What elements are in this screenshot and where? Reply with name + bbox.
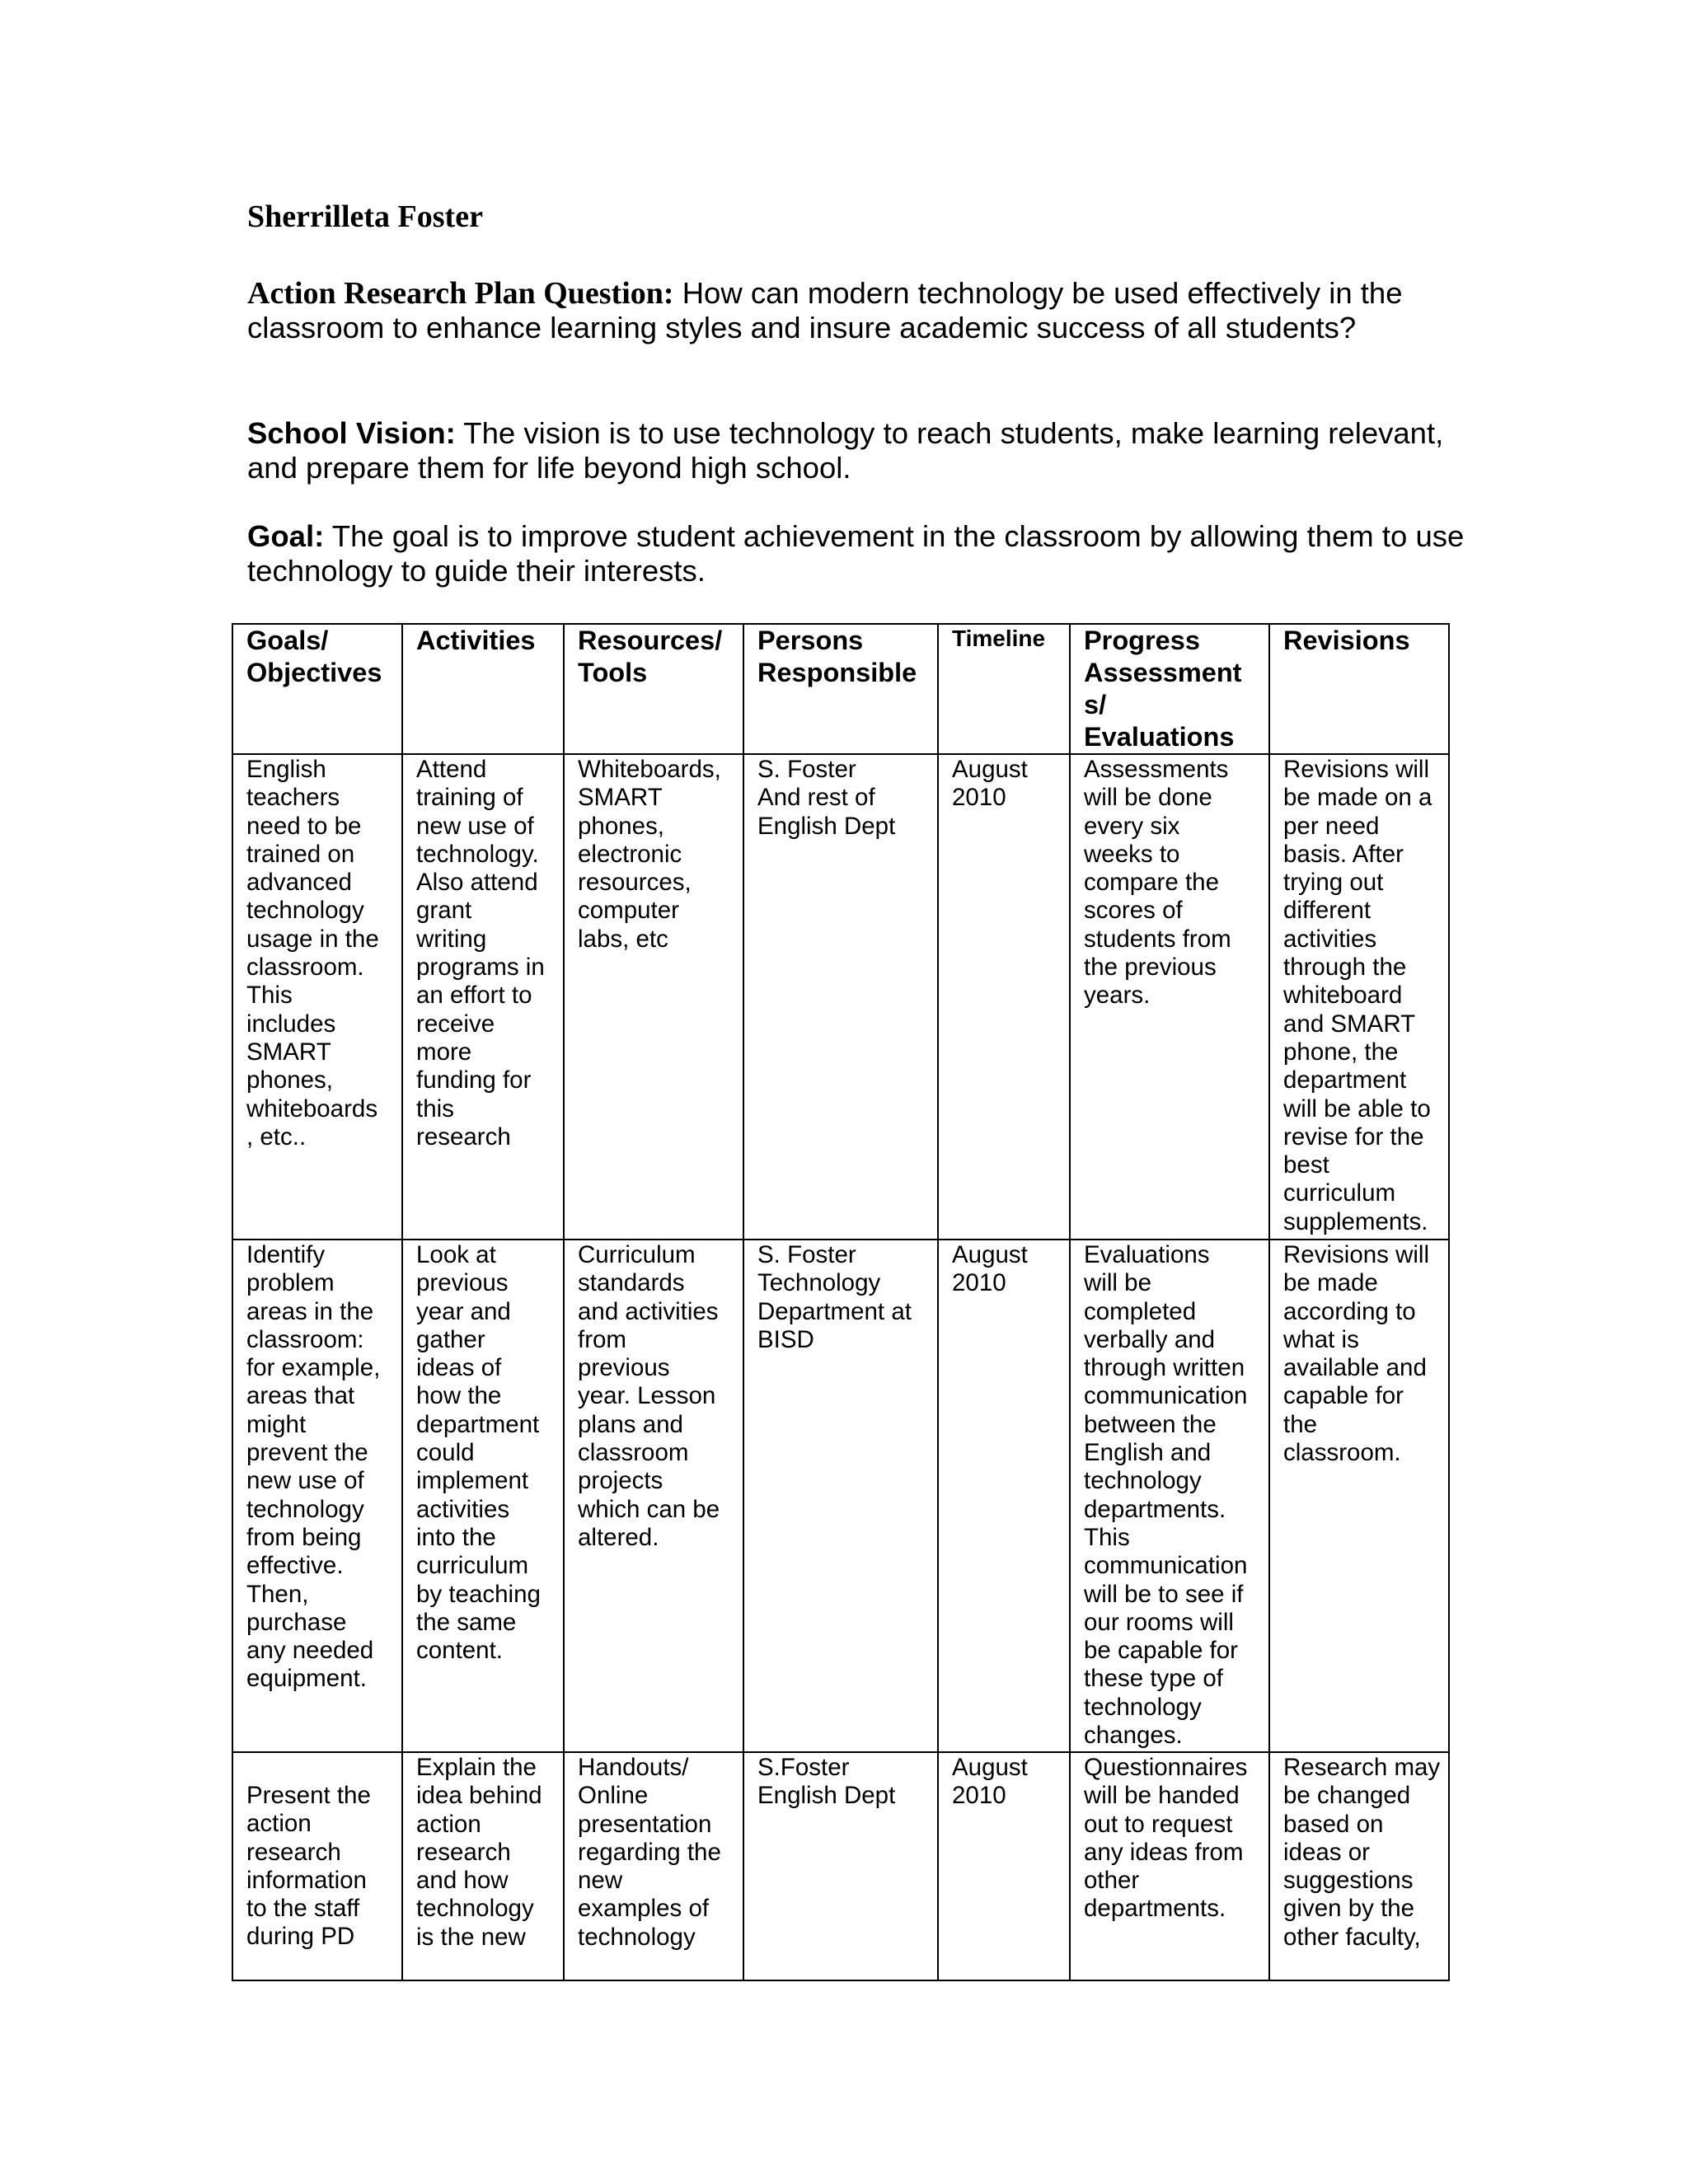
- header-activities: Activities: [402, 624, 564, 754]
- table-cell-goals: English teachers need to be trained on advanced technology usage in the classroom. This includes SMART phones, whiteboards , etc..: [232, 754, 402, 1240]
- table-row: [232, 1752, 1449, 1980]
- table-cell-activities: Attend training of new use of technology. Also attend grant writing programs in an effort to receive more funding for this research: [402, 754, 564, 1240]
- header-resources-tools: Resources/ Tools: [564, 624, 743, 754]
- research-question-label: Action Research Plan Question:: [247, 276, 674, 311]
- table-row: [232, 1240, 1449, 1752]
- school-vision: [247, 416, 1467, 485]
- table-cell-goals: Identify problem areas in the classroom: for example, areas that might prevent the new use of technology from being effective. Then, purchase any needed equipment.: [232, 1240, 402, 1752]
- table-cell-resources: Curriculum standards and activities from previous year. Lesson plans and classroom projects which can be altered.: [564, 1240, 743, 1752]
- author-name: Sherrilleta Foster: [247, 199, 483, 234]
- header-timeline: Timeline: [938, 624, 1070, 754]
- header-goals-objectives: Goals/ Objectives: [232, 624, 402, 754]
- table-cell-assessments: Questionnaires will be handed out to request any ideas from other departments.: [1070, 1752, 1269, 1980]
- table-cell-persons: S. Foster And rest of English Dept: [743, 754, 938, 1240]
- table-cell-timeline: August 2010: [938, 1240, 1070, 1752]
- header-persons-responsible: Persons Responsible: [743, 624, 938, 754]
- table-cell-assessments: Evaluations will be completed verbally and through written communication between the English and technology departments. This communication will be to see if our rooms will be capable for these type of technology changes.: [1070, 1240, 1269, 1752]
- header-progress-assessments: Progress Assessment s/ Evaluations: [1070, 624, 1269, 754]
- table-row: [232, 754, 1449, 1240]
- table-cell-assessments: Assessments will be done every six weeks to compare the scores of students from the previous years.: [1070, 754, 1269, 1240]
- table-cell-goals: Present the action research information to the staff during PD: [232, 1752, 402, 1980]
- goal-label: Goal:: [247, 519, 325, 553]
- table-cell-revisions: Revisions will be made according to what is available and capable for the classroom.: [1269, 1240, 1449, 1752]
- research-question-text: How can modern technology be used effectively in the classroom to enhance learning styles and insure academic success of all students?: [247, 276, 1403, 344]
- goal-statement: [247, 519, 1467, 588]
- table-cell-revisions: Research may be changed based on ideas or suggestions given by the other faculty,: [1269, 1752, 1449, 1980]
- goal-text: The goal is to improve student achievement in the classroom by allowing them to use technology to guide their interests.: [247, 519, 1465, 588]
- table-cell-activities: Explain the idea behind action research and how technology is the new: [402, 1752, 564, 1980]
- action-plan-table: [232, 623, 1450, 1981]
- table-cell-timeline: August 2010: [938, 1752, 1070, 1980]
- table-cell-resources: Handouts/ Online presentation regarding the new examples of technology: [564, 1752, 743, 1980]
- table-cell-timeline: August 2010: [938, 754, 1070, 1240]
- table-cell-revisions: Revisions will be made on a per need basis. After trying out different activities through the whiteboard and SMART phone, the department will be able to revise for the best curriculum supplements.: [1269, 754, 1449, 1240]
- table-header-row: [232, 624, 1449, 754]
- header-revisions: Revisions: [1269, 624, 1449, 754]
- table-cell-persons: S.Foster English Dept: [743, 1752, 938, 1980]
- research-question: [247, 276, 1467, 345]
- table-cell-persons: S. Foster Technology Department at BISD: [743, 1240, 938, 1752]
- table-cell-activities: Look at previous year and gather ideas of how the department could implement activities into the curriculum by teaching the same content.: [402, 1240, 564, 1752]
- table-cell-resources: Whiteboards, SMART phones, electronic resources, computer labs, etc: [564, 754, 743, 1240]
- school-vision-label: School Vision:: [247, 416, 456, 450]
- school-vision-text: The vision is to use technology to reach students, make learning relevant, and prepare them for life beyond high school.: [247, 416, 1444, 485]
